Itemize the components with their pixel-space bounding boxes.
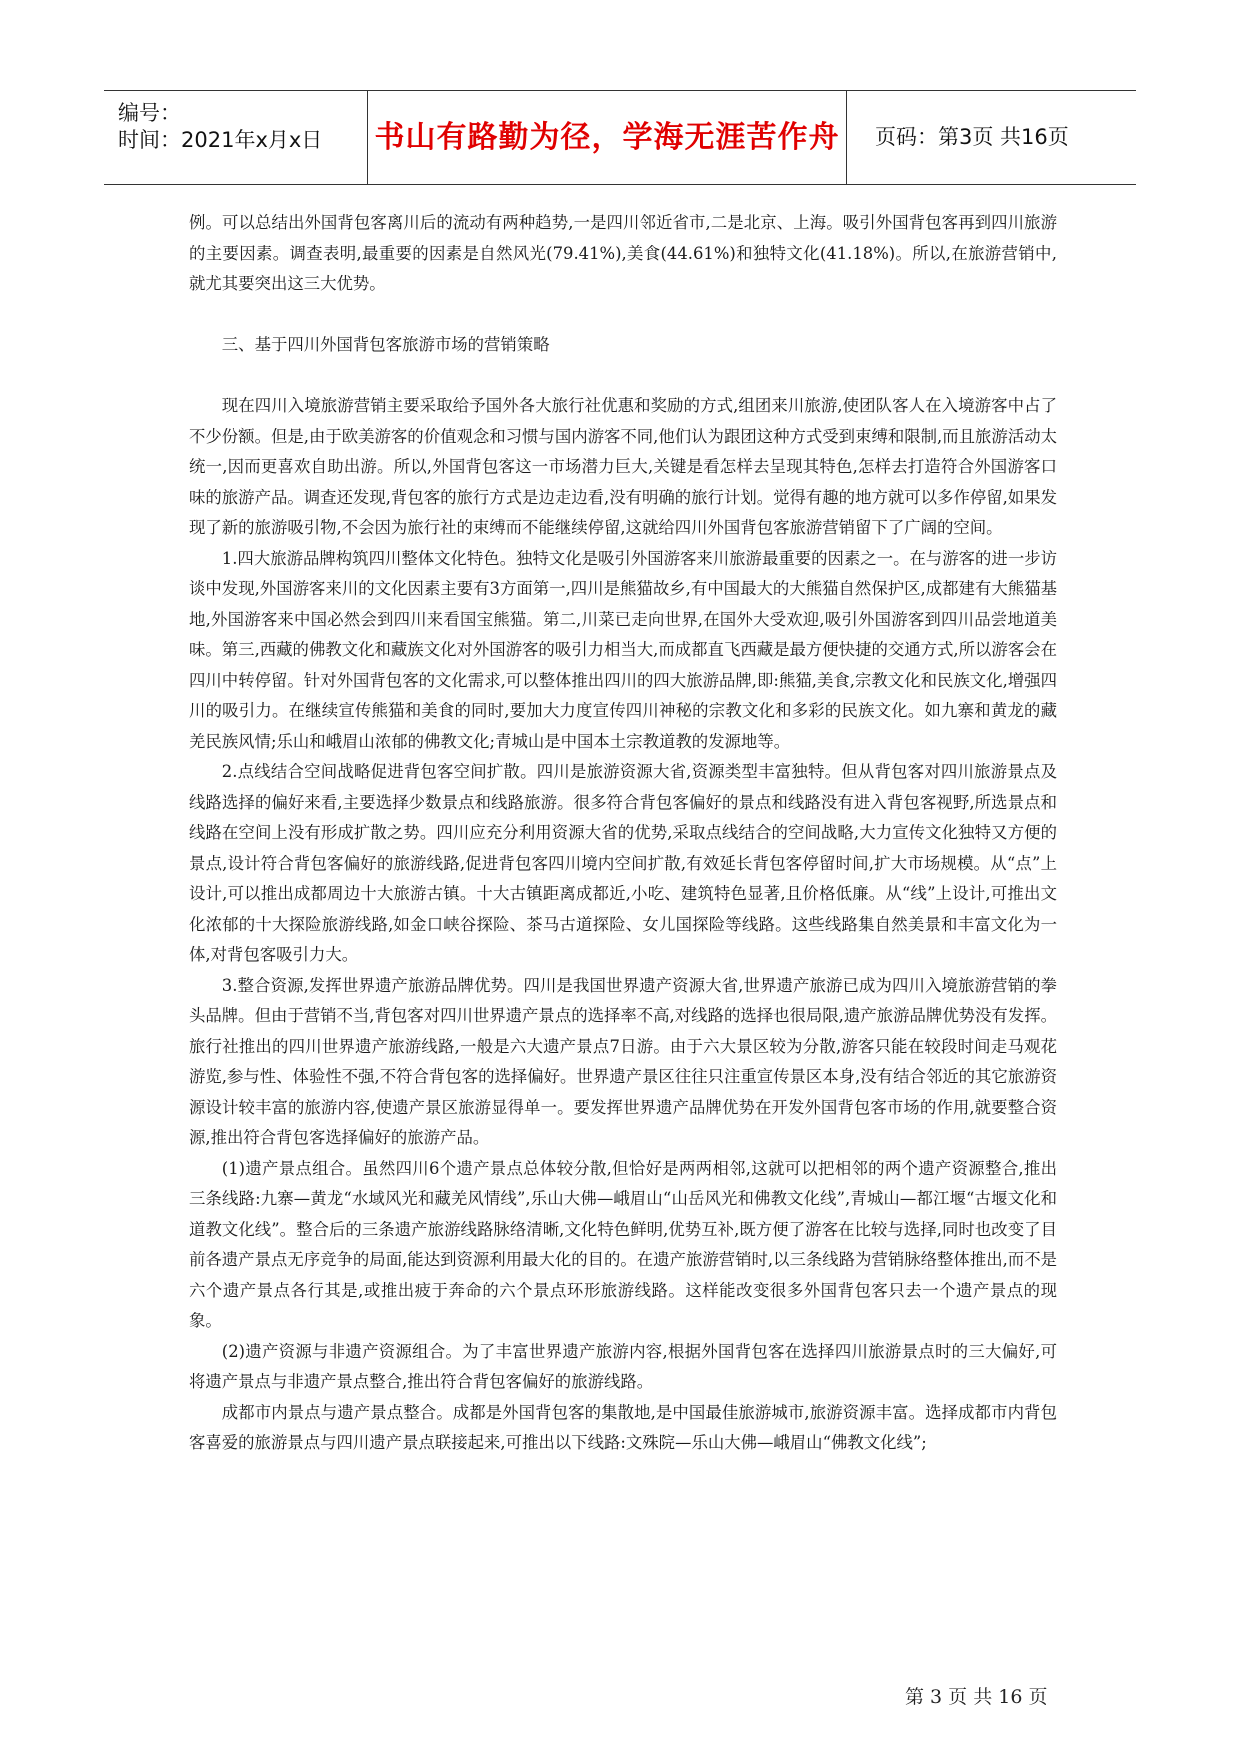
body-paragraph: 3.整合资源,发挥世界遗产旅游品牌优势。四川是我国世界遗产资源大省,世界遗产旅游已成为四川入境旅游营销的拳头品牌。但由于营销不当,背包客对四川世界遗产景点的选择率不高,对线路的选择也很局限,遗产旅游品牌优势没有发挥。旅行社推出的四川世界遗产旅游线路,一般是六大遗产景点7日游。由于六大景区较为分散,游客只能在较段时间走马观花游览,参与性、体验性不强,不符合背包客的选择偏好。世界遗产景区往往只注重宣传景区本身,没有结合邻近的其它旅游资源设计较丰富的旅游内容,使遗产景区旅游显得单一。要发挥世界遗产品牌优势在开发外国背包客市场的作用,就要整合资源,推出符合背包客选择偏好的旅游产品。 (189, 975, 1057, 1147)
body-paragraph: 1.四大旅游品牌构筑四川整体文化特色。独特文化是吸引外国游客来川旅游最重要的因素之一。在与游客的进一步访谈中发现,外国游客来川的文化因素主要有3方面第一,四川是熊猫故乡,有中国最大的大熊猫自然保护区,成都建有大熊猫基地,外国游客来中国必然会到四川来看国宝熊猫。第二,川菜已走向世界,在国外大受欢迎,吸引外国游客到四川品尝地道美味。第三,西藏的佛教文化和藏族文化对外国游客的吸引力相当大,而成都直飞西藏是最方便快捷的交通方式,所以游客会在四川中转停留。针对外国背包客的文化需求,可以整体推出四川的四大旅游品牌,即:熊猫,美食,宗教文化和民族文化,增强四川的吸引力。在继续宣传熊猫和美食的同时,要加大力度宣传四川神秘的宗教文化和多彩的民族文化。如九寨和黄龙的藏羌民族风情;乐山和峨眉山浓郁的佛教文化;青城山是中国本土宗教道教的发源地等。 (189, 548, 1057, 751)
body-paragraph: 2.点线结合空间战略促进背包客空间扩散。四川是旅游资源大省,资源类型丰富独特。但从背包客对四川旅游景点及线路选择的偏好来看,主要选择少数景点和线路旅游。很多符合背包客偏好的景点和线路没有进入背包客视野,所选景点和线路在空间上没有形成扩散之势。四川应充分利用资源大省的优势,采取点线结合的空间战略,大力宣传文化独特又方便的景点,设计符合背包客偏好的旅游线路,促进背包客四川境内空间扩散,有效延长背包客停留时间,扩大市场规模。从“点”上设计,可以推出成都周边十大旅游古镇。十大古镇距离成都近,小吃、建筑特色显著,且价格低廉。从“线”上设计,可推出文化浓郁的十大探险旅游线路,如金口峡谷探险、茶马古道探险、女儿国探险等线路。这些线路集自然美景和丰富文化为一体,对背包客吸引力大。 (189, 762, 1057, 964)
header-info-cell (104, 91, 368, 184)
header-page-cell (848, 91, 1136, 184)
page-footer-number: 第 3 页 共 16 页 (905, 1686, 1048, 1708)
body-paragraph: (1)遗产景点组合。虽然四川6个遗产景点总体较分散,但恰好是两两相邻,这就可以把相邻的两个遗产资源整合,推出三条线路:九寨—黄龙“水域风光和藏羌风情线”,乐山大佛—峨眉山“山岳风光和佛教文化线”,青城山—都江堰“古堰文化和道教文化线”。整合后的三条遗产旅游线路脉络清晰,文化特色鲜明,优势互补,既方便了游客在比较与选择,同时也改变了目前各遗产景点无序竞争的局面,能达到资源利用最大化的目的。在遗产旅游营销时,以三条线路为营销脉络整体推出,而不是六个遗产景点各行其是,或推出疲于奔命的六个景点环形旅游线路。这样能改变很多外国背包客只去一个遗产景点的现象。 (189, 1158, 1057, 1330)
page-header (104, 90, 1136, 185)
spacer (189, 300, 1057, 331)
document-time-label: 时间：2021年x月x日 (118, 128, 323, 152)
header-motto-cell (368, 91, 847, 184)
header-page-code: 页码：第3页 共16页 (875, 125, 1069, 149)
section-heading: 三、基于四川外国背包客旅游市场的营销策略 (221, 335, 550, 354)
body-paragraph: 现在四川入境旅游营销主要采取给予国外各大旅行社优惠和奖励的方式,组团来川旅游,使团队客人在入境游客中占了不少份额。但是,由于欧美游客的价值观念和习惯与国内游客不同,他们认为跟团这种方式受到束缚和限制,而且旅游活动太统一,因而更喜欢自助出游。所以,外国背包客这一市场潜力巨大,关键是看怎样去呈现其特色,怎样去打造符合外国游客口味的旅游产品。调查还发现,背包客的旅行方式是边走边看,没有明确的旅行计划。觉得有趣的地方就可以多作停留,如果发现了新的旅游吸引物,不会因为旅行社的束缚而不能继续停留,这就给四川外国背包客旅游营销留下了广阔的空间。 (189, 396, 1057, 537)
body-paragraph: 例。可以总结出外国背包客离川后的流动有两种趋势,一是四川邻近省市,二是北京、上海。吸引外国背包客再到四川旅游的主要因素。调查表明,最重要的因素是自然风光(79.41%),美食(44.61%)和独特文化(41.18%)。所以,在旅游营销中,就尤其要突出这三大优势。 (189, 213, 1057, 293)
document-body (189, 208, 1057, 1459)
header-motto: 书山有路勤为径，学海无涯苦作舟 (374, 120, 840, 155)
document-number-label: 编号： (118, 101, 181, 125)
spacer (189, 361, 1057, 392)
body-paragraph: (2)遗产资源与非遗产资源组合。为了丰富世界遗产旅游内容,根据外国背包客在选择四川旅游景点时的三大偏好,可将遗产景点与非遗产景点整合,推出符合背包客偏好的旅游线路。 (189, 1341, 1057, 1391)
body-paragraph: 成都市内景点与遗产景点整合。成都是外国背包客的集散地,是中国最佳旅游城市,旅游资源丰富。选择成都市内背包客喜爱的旅游景点与四川遗产景点联接起来,可推出以下线路:文殊院—乐山大佛—峨眉山“佛教文化线”; (189, 1402, 1057, 1452)
